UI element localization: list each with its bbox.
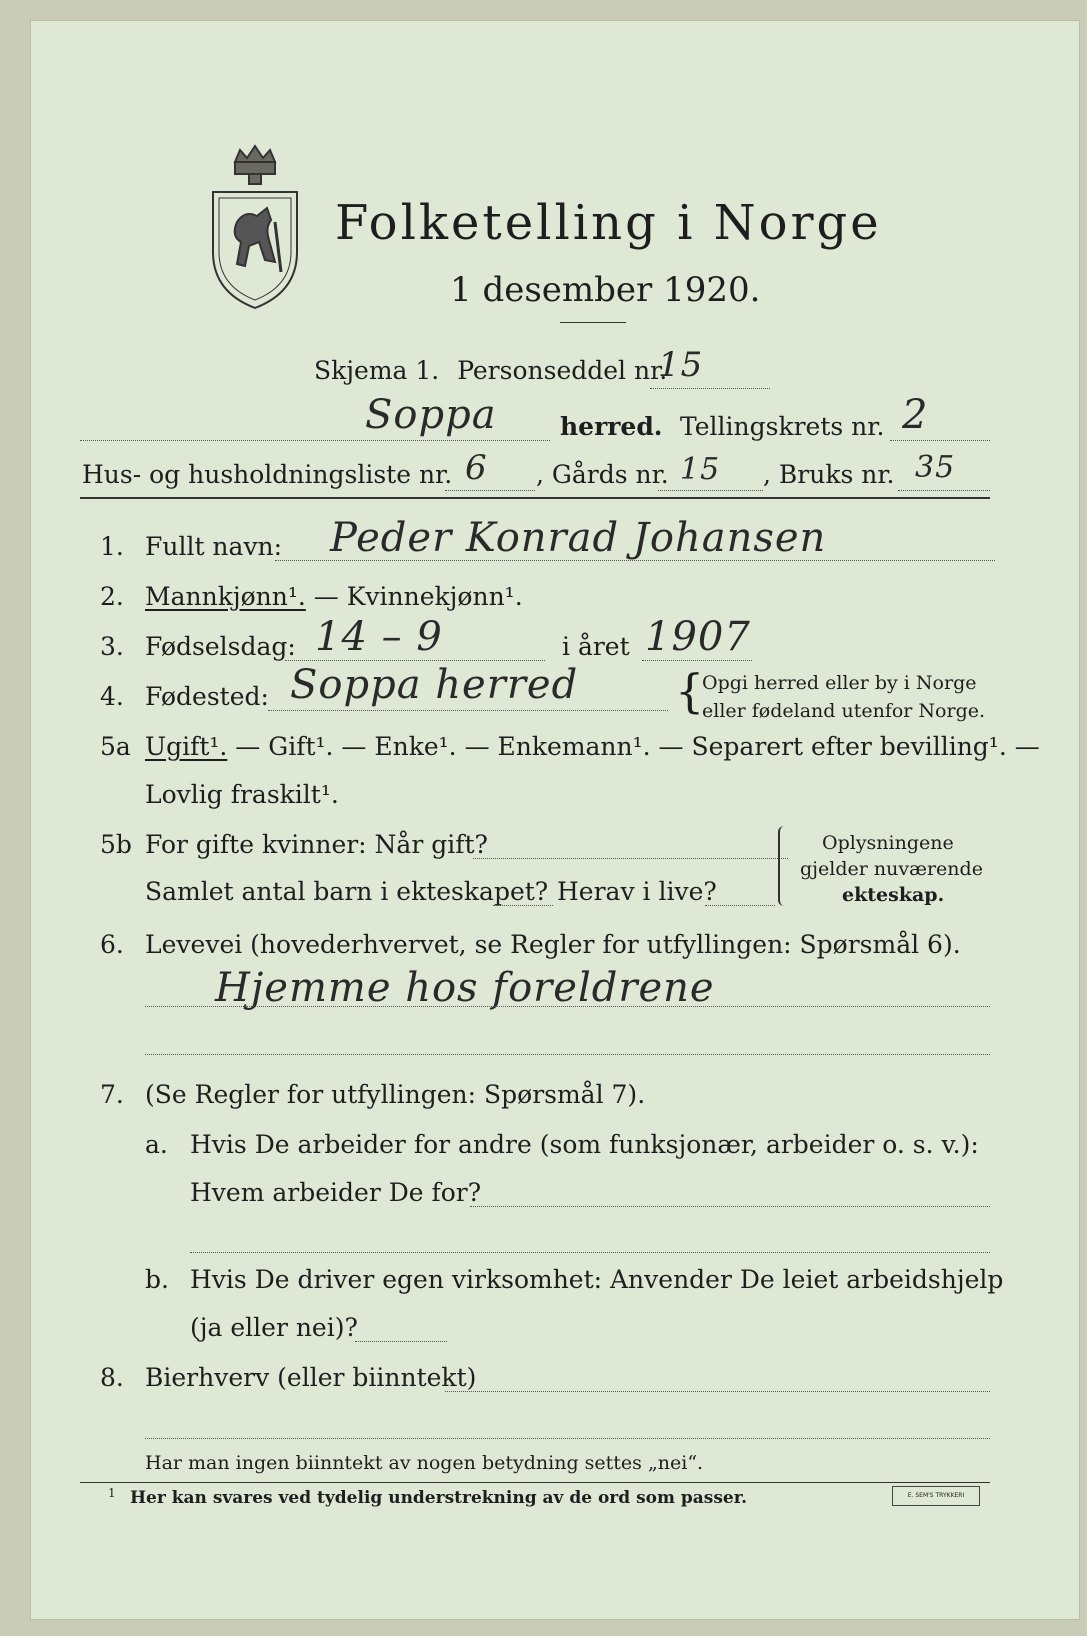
q2-number: 2.	[100, 582, 124, 611]
census-form-sheet	[30, 20, 1080, 1620]
q3-number: 3.	[100, 632, 124, 661]
q7a-text: Hvis De arbeider for andre (som funksjonær, arbeider o. s. v.):	[190, 1130, 979, 1159]
hus-label: Hus- og husholdningsliste nr.	[82, 460, 453, 489]
birthdate-field[interactable]	[285, 660, 545, 661]
birth-year-value: 1907	[645, 614, 751, 660]
footnote-mark: 1	[108, 1486, 116, 1500]
gards-label: , Gårds nr.	[536, 460, 669, 489]
children-alive-label: Herav i live?	[557, 877, 717, 906]
q5b-bracket	[778, 826, 792, 906]
married-date-field[interactable]	[473, 858, 788, 859]
printer-stamp-text: E. SEM'S TRYKKERI	[907, 1492, 965, 1499]
title-divider	[560, 322, 626, 323]
q7b-letter: b.	[145, 1265, 169, 1294]
side-income-note: Har man ingen biinntekt av nogen betydning settes „nei“.	[145, 1452, 704, 1474]
hus-value: 6	[465, 448, 488, 488]
norway-coat-of-arms-icon	[205, 142, 305, 312]
full-name-value: Peder Konrad Johansen	[330, 515, 827, 561]
q5a-number: 5a	[100, 732, 131, 761]
herred-field[interactable]	[80, 440, 550, 441]
q7-number: 7.	[100, 1080, 124, 1109]
herred-label: herred.	[560, 412, 663, 441]
employer-field-2[interactable]	[190, 1252, 990, 1253]
gards-value: 15	[680, 452, 721, 487]
q4-label: Fødested:	[145, 682, 269, 711]
hus-field[interactable]	[445, 490, 535, 491]
birthplace-field[interactable]	[268, 710, 668, 711]
q8-label: Bierhverv (eller biinntekt)	[145, 1363, 477, 1392]
q6-number: 6.	[100, 930, 124, 959]
marital-ugift-option[interactable]: Ugift¹.	[145, 732, 228, 761]
side-income-field-2[interactable]	[145, 1438, 990, 1439]
tellingskrets-label: Tellingskrets nr.	[680, 412, 885, 441]
birth-year-field[interactable]	[642, 660, 752, 661]
bruks-value: 35	[915, 450, 956, 485]
printer-stamp	[892, 1486, 980, 1506]
census-date: 1 desember 1920.	[450, 270, 761, 310]
q5b-label: For gifte kvinner: Når gift?	[145, 830, 488, 859]
header-rule	[80, 497, 990, 499]
occupation-field-2[interactable]	[145, 1054, 990, 1055]
sex-female-option[interactable]: Kvinnekjønn¹.	[346, 582, 523, 611]
q3-label: Fødselsdag:	[145, 632, 296, 661]
q5b-note-3: ekteskap.	[842, 884, 945, 906]
q4-number: 4.	[100, 682, 124, 711]
q5b-note-1: Oplysningene	[822, 832, 954, 854]
q6-label: Levevei (hovederhvervet, se Regler for utfyllingen: Spørsmål 6).	[145, 930, 961, 959]
q7b-text: Hvis De driver egen virksomhet: Anvender De leiet arbeidshjelp	[190, 1265, 1004, 1294]
children-count-label: Samlet antal barn i ekteskapet?	[145, 877, 549, 906]
birthplace-value: Soppa herred	[290, 662, 579, 708]
birthplace-brace: {	[675, 664, 705, 718]
tellingskrets-value: 2	[902, 392, 929, 438]
marital-fraskilt-option[interactable]: Lovlig fraskilt¹.	[145, 780, 339, 809]
q8-number: 8.	[100, 1363, 124, 1392]
footnote-rule	[80, 1482, 990, 1483]
personseddel-field[interactable]	[650, 388, 770, 389]
birthplace-note-1: Opgi herred eller by i Norge	[702, 672, 977, 694]
sex-separator: —	[305, 582, 347, 611]
q1-number: 1.	[100, 532, 124, 561]
occupation-field-1[interactable]	[145, 1006, 990, 1007]
sex-male-option[interactable]: Mannkjønn¹.	[145, 582, 306, 611]
occupation-value: Hjemme hos foreldrene	[215, 965, 715, 1011]
q7a-question: Hvem arbeider De for?	[190, 1178, 482, 1207]
bruks-field[interactable]	[898, 490, 990, 491]
skjema-label: Skjema 1.	[314, 356, 440, 385]
form-title: Folketelling i Norge	[335, 195, 882, 251]
birthdate-value: 14 – 9	[315, 614, 443, 660]
marital-other-options[interactable]: — Gift¹. — Enke¹. — Enkemann¹. — Separert efter bevilling¹. —	[227, 732, 1040, 761]
q1-label: Fullt navn:	[145, 532, 283, 561]
birth-year-label: i året	[562, 632, 630, 661]
q5b-note-2: gjelder nuværende	[800, 858, 983, 880]
birthplace-note-2: eller fødeland utenfor Norge.	[702, 700, 986, 722]
hired-help-field[interactable]	[355, 1341, 447, 1342]
personseddel-value: 15	[658, 345, 704, 385]
side-income-field-1[interactable]	[445, 1391, 990, 1392]
tellingskrets-field[interactable]	[890, 440, 990, 441]
children-count-field[interactable]	[493, 905, 553, 906]
q7a-letter: a.	[145, 1130, 168, 1159]
children-alive-field[interactable]	[705, 905, 775, 906]
q7b-question: (ja eller nei)?	[190, 1313, 358, 1342]
employer-field-1[interactable]	[470, 1206, 990, 1207]
bruks-label: , Bruks nr.	[763, 460, 895, 489]
q5b-number: 5b	[100, 830, 132, 859]
q7-label: (Se Regler for utfyllingen: Spørsmål 7).	[145, 1080, 646, 1109]
gards-field[interactable]	[658, 490, 763, 491]
footnote-text: Her kan svares ved tydelig understrekning av de ord som passer.	[130, 1488, 748, 1508]
herred-value: Soppa	[365, 392, 497, 438]
personseddel-label: Personseddel nr.	[457, 356, 668, 385]
